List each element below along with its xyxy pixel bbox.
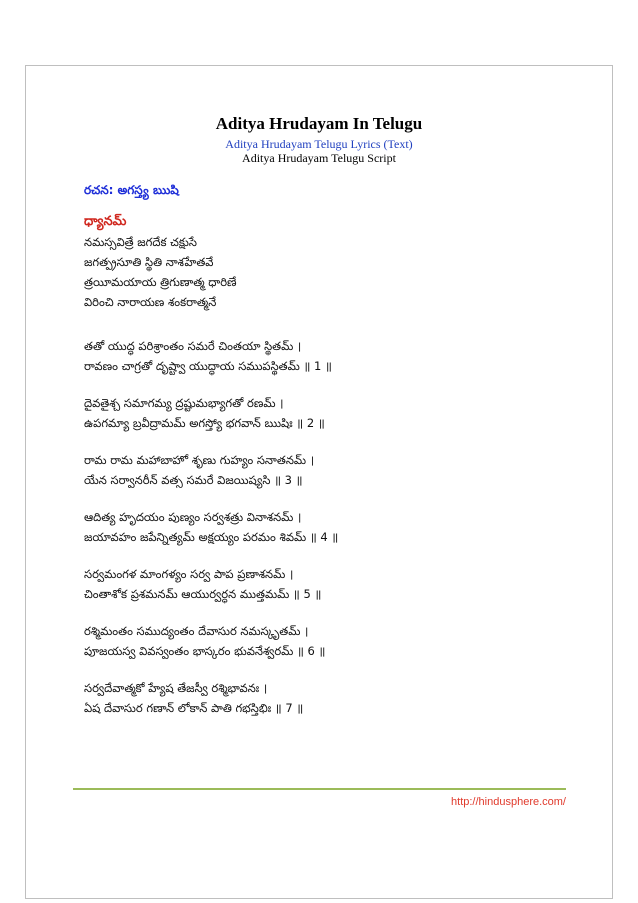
footer-link[interactable]: http://hindusphere.com/ <box>451 796 566 808</box>
author-line: రచన: అగస్త్య ఋషి <box>84 183 179 197</box>
document-subtitle-script: Aditya Hrudayam Telugu Script <box>242 151 396 165</box>
verse-line: తతో యుద్ధ పరిశ్రాంతం సమరే చింతయా స్థితమ్ । <box>84 339 302 353</box>
verse-line: సర్వదేవాత్మకో హ్యేష తేజస్వీ రశ్మిభావనః । <box>84 681 268 695</box>
dhyanam-heading: ధ్యానమ్ <box>84 214 127 229</box>
verse-line: రావణం చాగ్రతో దృష్ట్వా యుద్ధాయ సముపస్థితమ్ ॥ 1 ॥ <box>84 359 332 373</box>
verse-line: సర్వమంగళ మాంగళ్యం సర్వ పాప ప్రణాశనమ్ । <box>84 567 294 581</box>
stanza-2 <box>84 393 584 433</box>
verse-line: రామ రామ మహాబాహో శృణు గుహ్యం సనాతనమ్ । <box>84 453 315 467</box>
verse-line: ఆదిత్య హృదయం పుణ్యం సర్వశత్రు వినాశనమ్ । <box>84 510 302 524</box>
stanza-3 <box>84 450 584 490</box>
verse-line: యేన సర్వానరీన్ వత్స సమరే విజయిష్యసి ॥ 3 ॥ <box>84 473 303 487</box>
stanza-1 <box>84 336 584 376</box>
verse-body <box>84 232 584 735</box>
stanza-5 <box>84 564 584 604</box>
document-title: Aditya Hrudayam In Telugu <box>215 114 423 133</box>
dhyanam-line: నమస్సవిత్రే జగదేక చక్షుసే <box>84 235 197 249</box>
verse-line: పూజయస్వ వివస్వంతం భాస్కరం భువనేశ్వరమ్ ॥ 6 ॥ <box>84 644 326 658</box>
verse-line: జయావహం జపేన్నిత్యమ్ అక్షయ్యం పరమం శివమ్ ॥ 4 ॥ <box>84 530 339 544</box>
dhyanam-line: జగత్ప్రసూతి స్థితి నాశహేతవే <box>84 255 214 269</box>
verse-line: చింతాశోక ప్రశమనమ్ ఆయుర్వర్ధన ముత్తమమ్ ॥ 5 ॥ <box>84 587 322 601</box>
verse-line: ఉపగమ్యా బ్రవీద్రామమ్ అగస్త్యో భగవాన్ ఋషిః ॥ 2 ॥ <box>84 416 325 430</box>
footer-rule <box>73 788 566 790</box>
verse-line: ఏష దేవాసుర గణాన్ లోకాన్ పాతి గభస్తిభిః ॥ 7 ॥ <box>84 701 304 715</box>
dhyanam-block <box>84 232 584 312</box>
verse-line: రశ్మిమంతం సముద్యంతం దేవాసుర నమస్కృతమ్ । <box>84 624 309 638</box>
document-subtitle: Aditya Hrudayam Telugu Lyrics (Text) <box>225 137 413 151</box>
stanza-7 <box>84 678 584 718</box>
dhyanam-line: విరించి నారాయణ శంకరాత్మనే <box>84 295 217 309</box>
dhyanam-line: త్రయీమయాయ త్రిగుణాత్మ ధారిణే <box>84 275 237 289</box>
stanza-6 <box>84 621 584 661</box>
verse-line: దైవతైశ్చ సమాగమ్య ద్రష్టుమభ్యాగతో రణమ్ । <box>84 396 284 410</box>
stanza-4 <box>84 507 584 547</box>
